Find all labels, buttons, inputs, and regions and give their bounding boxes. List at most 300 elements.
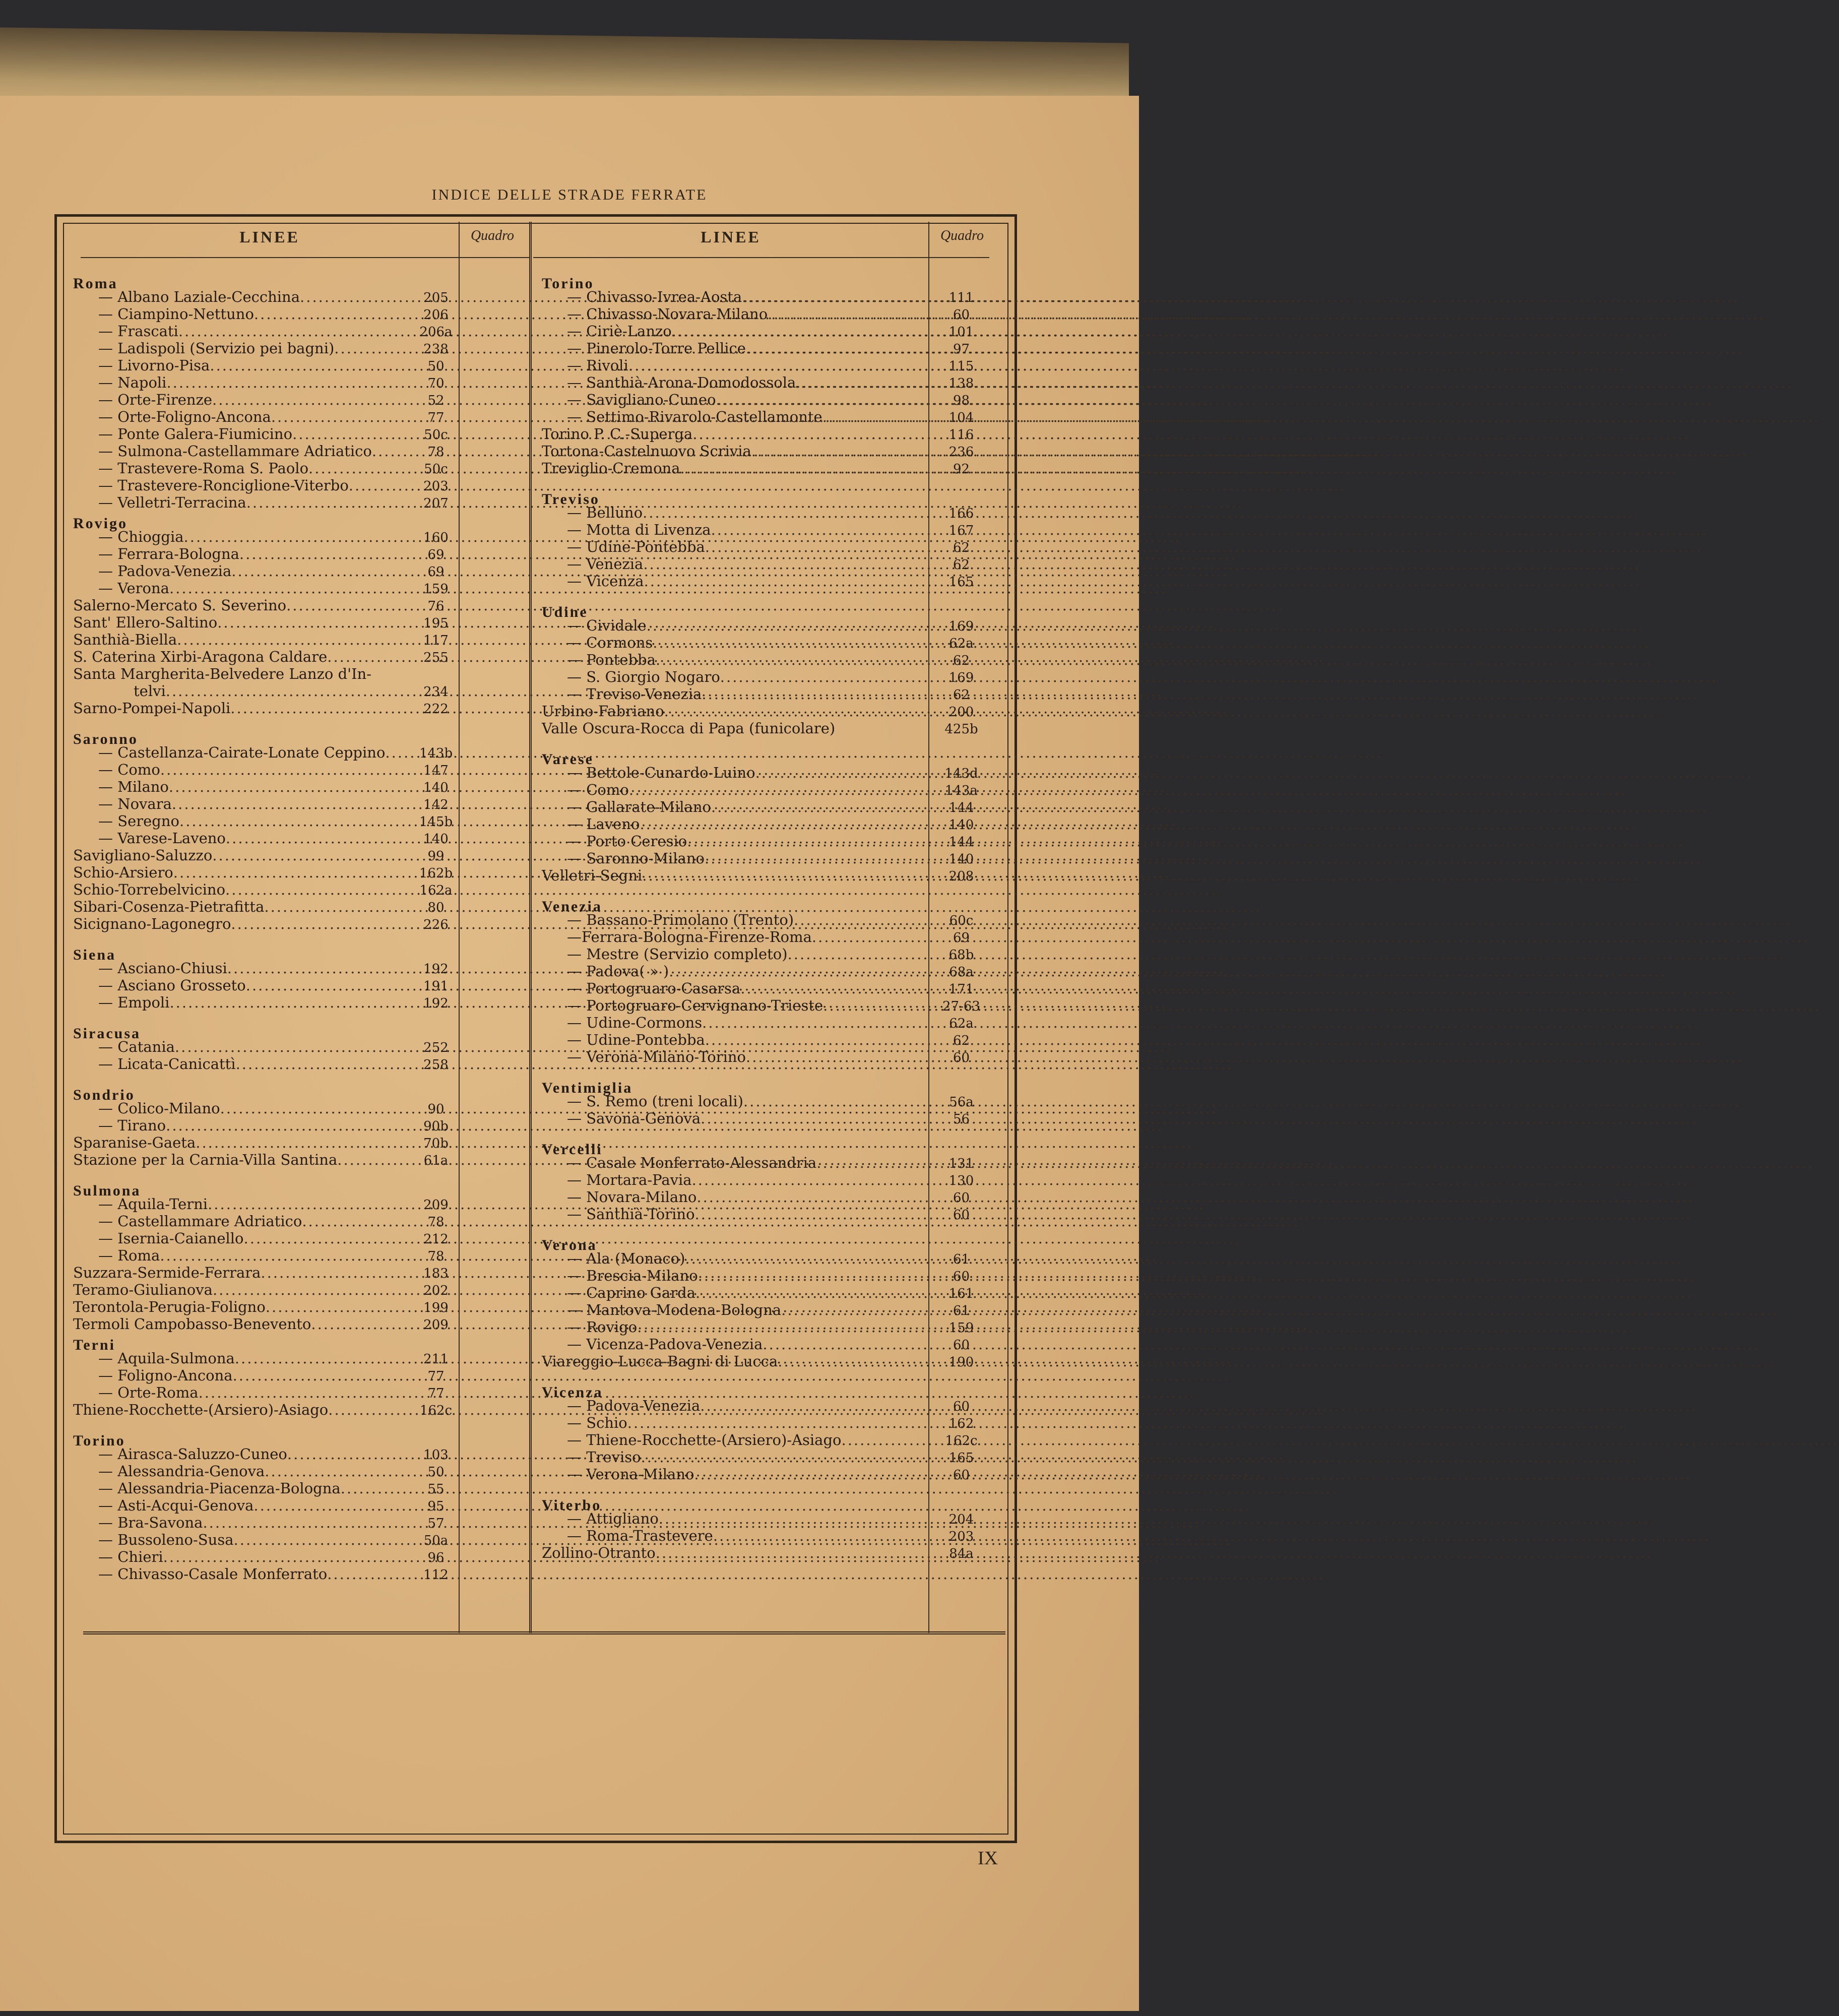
line-name: — Roma [98,1247,160,1264]
leader-dots [720,668,930,685]
quadro-number: 209 [423,1198,449,1213]
quadro-number: 144 [948,800,974,815]
line-name: Terni [73,1337,115,1353]
quadro-number: 236 [948,445,974,460]
leader-dots [227,960,413,977]
index-entry [73,425,459,443]
leader-dots [184,528,413,545]
quadro-number: 208 [948,869,974,884]
leader-dots [116,942,413,960]
quadro-number: 159 [423,582,449,597]
line-name: Savigliano-Saluzzo [73,847,213,864]
line-name: Rovigo [73,515,128,532]
index-entry [73,391,459,408]
quadro-number: 162c [945,1433,978,1448]
quadro-number: 165 [948,1451,974,1466]
index-entry [542,1048,993,1065]
line-name: Siena [73,947,116,963]
line-name: — Colico-Milano [98,1100,220,1117]
right-header-rule [533,257,989,258]
leader-dots [705,850,930,867]
index-entry [542,1510,993,1527]
leader-dots [700,1397,930,1414]
line-name: Treviglio-Cremona [542,460,680,477]
leader-dots [629,781,930,798]
leader-dots [594,747,930,764]
leader-dots [175,1038,413,1055]
quadro-number: 77 [427,1369,445,1384]
section-heading [542,487,993,508]
line-name: — Chieri [98,1548,163,1565]
quadro-number: 111 [948,290,974,305]
line-name: — Albano Laziale-Cecchina [98,288,300,305]
index-entry [542,1414,993,1431]
line-name: Sulmona [73,1182,141,1199]
index-entry [542,703,993,720]
index-entry [73,1350,459,1367]
table-bottom-rule [83,1631,1005,1634]
quadro-number: 62a [949,636,974,651]
leader-dots [261,1264,413,1281]
leader-dots [246,494,413,511]
index-entry [542,504,993,521]
line-name: — Padova-Venezia [567,1397,701,1414]
leader-dots [672,323,930,340]
index-entry [542,764,993,781]
leader-dots [656,651,930,668]
leader-dots [231,915,413,932]
index-entry [542,1093,993,1110]
quadro-number: 99 [427,849,445,864]
leader-dots [173,864,413,881]
line-name: — Ciriè-Lanzo [567,323,672,340]
index-entry [542,391,993,408]
line-name: Urbino-Fabriano [542,703,664,720]
leader-dots [166,374,413,391]
line-name: — S. Giorgio Nogaro [567,668,720,685]
quadro-number: 192 [423,996,449,1011]
quadro-number: 169 [948,619,974,634]
line-name: Terontola-Perugia-Foligno [73,1298,266,1315]
leader-dots [694,1466,930,1483]
leader-dots [337,1151,413,1168]
line-name: — Aquila-Terni [98,1195,208,1213]
line-name: — Venezia [567,555,644,573]
line-name: — Mortara-Pavia [567,1171,692,1188]
line-name: — Mantova-Modena-Bologna [567,1301,782,1318]
line-name: — Cividale [567,617,647,634]
line-name: Udine [542,604,588,620]
index-entry [542,521,993,538]
leader-dots [178,323,413,340]
index-entry [542,1206,993,1223]
leader-dots [597,1233,930,1250]
section-heading [73,1428,459,1449]
leader-dots [740,980,930,997]
leader-dots [768,305,930,323]
line-name: — Milano [98,778,169,795]
line-name: — Portogruaro-Casarsa [567,980,741,997]
index-entry [73,1445,459,1463]
line-name: — Orte-Firenze [98,391,213,408]
quadro-number: 116 [948,427,974,443]
quadro-number: 78 [427,1249,445,1264]
quadro-number: 62 [953,540,970,555]
section-heading [542,600,993,620]
leader-dots [372,443,413,460]
line-name: — Alessandria-Genova [98,1463,265,1480]
index-entry [542,651,993,668]
leader-dots [141,1021,413,1038]
line-name: — Foligno-Ancona [98,1367,233,1384]
quadro-number: 80 [427,900,445,915]
index-entry [73,1100,459,1117]
leader-dots [687,833,930,850]
quadro-number: 101 [948,325,974,340]
line-name: — Rovigo [567,1318,638,1336]
leader-dots [196,1134,413,1151]
line-name: — Porto Ceresio [567,833,687,850]
line-name: Torino [542,275,594,292]
line-name: — Casale Monferrato-Alessandria [567,1154,817,1171]
leader-dots [311,1315,413,1333]
leader-dots [169,778,413,795]
index-entry [73,744,459,761]
leader-dots [246,977,413,994]
leader-dots [327,1565,413,1583]
index-entry [542,668,993,685]
index-entry [542,1353,993,1370]
quadro-number: 70 [427,376,445,391]
leader-dots [177,631,413,648]
leader-dots [659,1510,930,1527]
index-entry [542,867,993,884]
index-entry [542,1466,993,1483]
index-entry [73,847,459,864]
line-name: — Attigliano [567,1510,659,1527]
quadro-number: 60 [953,307,970,323]
leader-dots [711,798,930,815]
index-entry [73,1315,459,1333]
line-name: — Orte-Foligno-Ancona [98,408,271,425]
leader-dots [702,685,930,703]
index-entry [542,815,993,833]
line-name: — Belluno [567,504,643,521]
leader-dots [602,894,930,911]
leader-dots [308,460,413,477]
line-name: Valle Oscura-Rocca di Papa (funicolare) [542,720,836,737]
quadro-number: 98 [953,393,970,408]
quadro-number: 238 [423,342,449,357]
line-name: — Chivasso-Novara-Milano [567,305,768,323]
leader-dots [169,994,413,1011]
index-entry [73,1247,459,1264]
leader-dots [696,1188,930,1206]
line-name: — Portogruaro-Cervignano-Trieste [567,997,823,1014]
leader-dots [640,815,930,833]
line-name: — Bassano-Primolano (Trento) [567,911,794,928]
quadro-number: 96 [427,1550,445,1565]
quadro-number: 97 [953,342,970,357]
leader-dots [642,867,930,884]
line-name: S. Caterina Xirbi-Aragona Caldare [73,648,328,665]
index-entry [542,1397,993,1414]
index-entry [73,1480,459,1497]
quadro-number: 131 [948,1156,974,1171]
section-heading [73,1021,459,1042]
line-name: — Caprino Garda [567,1284,695,1301]
leader-dots [244,1230,413,1247]
quadro-number: 140 [423,832,449,847]
quadro-number: 60 [953,1050,970,1065]
quadro-number: 50c [424,462,448,477]
line-name: — Trastevere-Ronciglione-Viterbo [98,477,349,494]
line-name: — Thiene-Rocchette-(Arsiero)-Asiago [567,1431,842,1448]
leader-dots [664,703,930,720]
index-entry [542,928,993,946]
line-name: Venezia [542,898,602,915]
index-entry [542,305,993,323]
leader-dots [705,1031,930,1048]
quadro-number: 165 [948,575,974,590]
leader-dots [743,1093,930,1110]
leader-dots [233,1367,413,1384]
leader-dots [647,617,930,634]
leader-dots [641,1448,930,1466]
line-name: Sparanise-Gaeta [73,1134,196,1151]
index-entry [73,864,459,881]
index-entry [73,977,459,994]
index-entry [73,614,459,631]
leader-dots [141,1178,413,1195]
index-entry [542,357,993,374]
leader-dots [628,357,930,374]
leader-dots [266,1298,413,1315]
index-entry [73,1213,459,1230]
leader-dots [213,1281,413,1298]
quadro-number: 145b [419,814,453,830]
quadro-number: 62 [953,1033,970,1048]
leader-dots [328,1401,413,1418]
leader-dots [287,1445,413,1463]
left-column-entries [73,271,459,1583]
index-entry [73,1038,459,1055]
line-name: — Pontebba [567,651,656,668]
index-entry [73,477,459,494]
leader-dots [138,727,413,744]
quadro-number: 69 [953,930,970,946]
leader-dots [349,477,413,494]
leader-dots [253,1497,413,1514]
line-name: Termoli Campobasso-Benevento [73,1315,311,1333]
line-name: — Roma-Trastevere [567,1527,713,1544]
leader-dots [125,1428,413,1445]
line-name: — Aquila-Sulmona [98,1350,235,1367]
quadro-number: 161 [948,1286,974,1301]
line-name: — Frascati [98,323,178,340]
line-name: — Santhià-Arona-Domodossola [567,374,796,391]
line-name: Stazione per la Carnia-Villa Santina [73,1151,338,1168]
section-heading [73,727,459,747]
index-entry [542,408,993,425]
leader-dots [271,408,413,425]
leader-dots [179,812,413,830]
section-heading [542,271,993,292]
line-name: — Motta di Livenza [567,521,711,538]
quadro-number: 52 [427,393,445,408]
index-entry [73,288,459,305]
index-entry [542,685,993,703]
leader-dots [163,1548,413,1565]
quadro-number: 60 [953,1190,970,1206]
line-name: telvi [134,682,166,700]
index-entry [542,1267,993,1284]
section-heading [73,271,459,292]
quadro-number: 68b [948,948,974,963]
index-entry [542,1110,993,1127]
quadro-number: 62 [953,687,970,703]
quadro-number: 171 [948,982,974,997]
section-heading [542,894,993,915]
index-entry [73,1384,459,1401]
index-entry [73,665,459,682]
quadro-number: 144 [948,835,974,850]
line-name: Verona [542,1237,597,1253]
index-entry [542,1544,993,1561]
line-name: — Sulmona-Castellammare Adriatico [98,443,372,460]
index-entry [542,1154,993,1171]
leader-dots [755,764,930,781]
line-name: — Saronno-Milano [567,850,705,867]
quadro-number: 50a [423,1533,449,1548]
line-name: Sant' Ellero-Saltino [73,614,218,631]
index-entry [73,700,459,717]
leader-dots [217,614,413,631]
line-name: — Pinerolo-Torre Pellice [567,340,746,357]
line-name: — Ladispoli (Servizio pei bagni) [98,340,335,357]
leader-dots [713,1527,930,1544]
line-name: Velletri-Segni [542,867,643,884]
leader-dots [236,1055,413,1073]
line-name: — Varese-Laveno [98,830,226,847]
quadro-number: 60 [953,1338,970,1353]
leader-dots [816,1154,930,1171]
leader-dots [711,521,930,538]
leader-dots [594,271,930,288]
index-entry [73,1230,459,1247]
index-entry [542,1250,993,1267]
index-entry [73,408,459,425]
quadro-number: 60c [949,913,974,928]
quadro-number: 206 [423,307,449,323]
index-entry [73,1264,459,1281]
line-name: — Empoli [98,994,170,1011]
line-name: — Airasca-Saluzzo-Cuneo [98,1445,287,1463]
index-entry [73,1281,459,1298]
line-name: — Udine-Cormons [567,1014,703,1031]
index-entry [542,555,993,573]
quadro-number: 211 [423,1352,449,1367]
quadro-number: 50 [427,1465,445,1480]
quadro-number: 90b [423,1119,449,1134]
quadro-number: 200 [948,705,974,720]
line-name: — Verona [98,580,169,597]
line-name: Treviso [542,491,600,508]
index-entry [73,460,459,477]
quadro-number: 166 [948,506,974,521]
index-entry [542,617,993,634]
line-name: Zollino-Otranto [542,1544,656,1561]
index-entry [73,323,459,340]
index-entry [73,1548,459,1565]
index-entry [73,778,459,795]
line-name: Tortona-Castelnuovo Scrivia [542,443,751,460]
quadro-number: 143a [944,783,978,798]
running-head: INDICE DELLE STRADE FERRATE [431,186,708,203]
index-entry [542,443,993,460]
index-entry [542,425,993,443]
section-heading [73,942,459,963]
index-entry [73,960,459,977]
leader-dots [588,600,930,617]
line-name: — Como [567,781,629,798]
index-entry [542,781,993,798]
index-entry [542,374,993,391]
quadro-number: 143b [419,746,453,761]
line-name: Vicenza [542,1384,603,1401]
index-entry [73,648,459,665]
leader-dots [669,963,930,980]
quadro-number: 50 [427,359,445,374]
quadro-number: 234 [423,684,449,700]
line-name: — Brescia-Milano [567,1267,698,1284]
line-name: Schio-Arsiero [73,864,173,881]
line-name: — Novara-Milano [567,1188,697,1206]
quadro-number: 103 [423,1447,449,1463]
index-entry [542,911,993,928]
quadro-number: 169 [948,670,974,685]
index-entry [73,761,459,778]
leader-dots [234,1531,413,1548]
quadro-number: 162 [948,1416,974,1431]
leader-dots [742,288,930,305]
line-name: Varese [542,751,594,768]
leader-dots [695,1206,930,1223]
quadro-number: 27-63 [942,999,980,1014]
leader-dots [778,1353,930,1370]
index-entry [73,374,459,391]
index-entry [542,1336,993,1353]
quadro-number: 190 [948,1355,974,1370]
quadro-number: 55 [427,1482,445,1497]
quadro-number: 203 [948,1529,974,1544]
line-name: Salerno-Mercato S. Severino [73,597,287,614]
leader-dots [199,1384,413,1401]
leader-dots [656,1544,930,1561]
line-name: — Vicenza-Padova-Venezia [567,1336,763,1353]
quadro-number: 57 [427,1516,445,1531]
line-name: — Alessandria-Piacenza-Bologna [98,1480,341,1497]
index-entry [73,1195,459,1213]
leader-dots [203,1514,413,1531]
leader-dots [220,1100,413,1117]
quadro-number: 143d [944,766,978,781]
line-name: Viterbo [542,1497,602,1514]
index-entry [542,573,993,590]
leader-dots [208,1195,413,1213]
index-entry [73,1367,459,1384]
line-name: — Seregno [98,812,179,830]
